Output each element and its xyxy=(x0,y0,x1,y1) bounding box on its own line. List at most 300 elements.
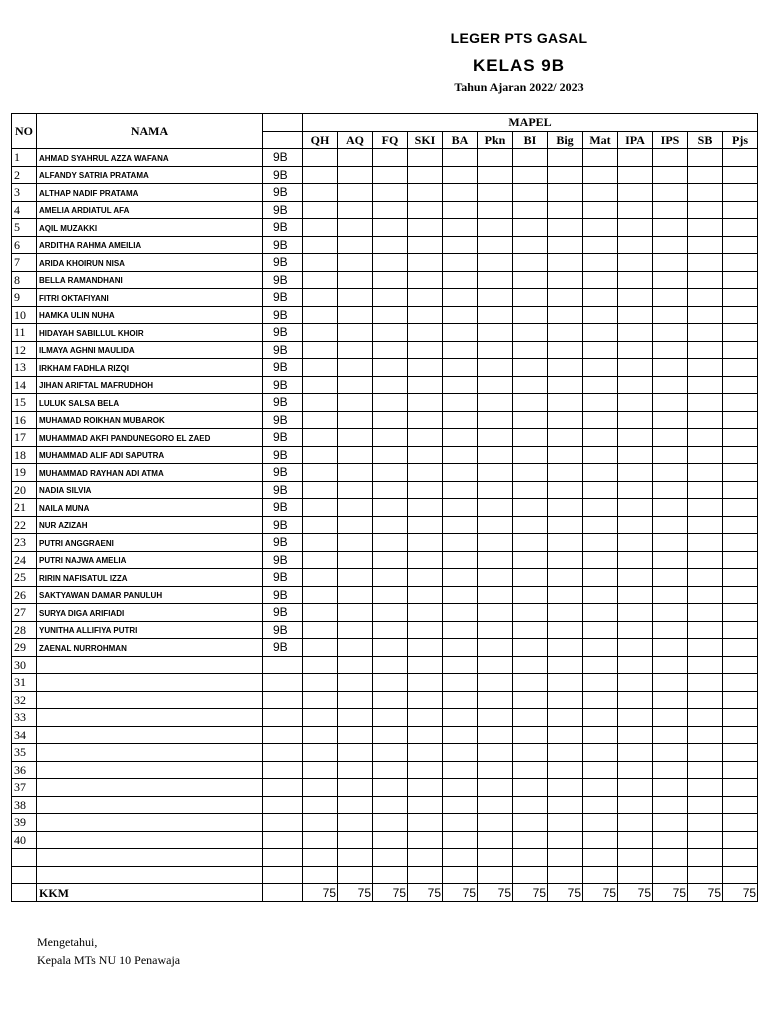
student-class: 9B xyxy=(263,429,303,447)
row-number: 8 xyxy=(12,271,37,289)
score-cell xyxy=(338,551,373,569)
student-class: 9B xyxy=(263,376,303,394)
row-number: 14 xyxy=(12,376,37,394)
score-cell xyxy=(513,446,548,464)
student-name: SURYA DIGA ARIFIADI xyxy=(37,604,263,622)
score-cell xyxy=(653,499,688,517)
student-name xyxy=(37,849,263,867)
score-cell xyxy=(408,376,443,394)
score-cell xyxy=(443,499,478,517)
table-row xyxy=(12,621,758,639)
score-cell xyxy=(618,744,653,762)
score-cell xyxy=(583,184,618,202)
score-cell xyxy=(443,621,478,639)
score-cell xyxy=(338,779,373,797)
student-class: 9B xyxy=(263,464,303,482)
header-no: NO xyxy=(12,114,37,149)
score-cell xyxy=(688,534,723,552)
student-class xyxy=(263,726,303,744)
score-cell xyxy=(653,306,688,324)
score-cell xyxy=(653,849,688,867)
student-name xyxy=(37,779,263,797)
score-cell xyxy=(373,656,408,674)
score-cell xyxy=(688,394,723,412)
score-cell xyxy=(513,656,548,674)
kkm-value: 75 xyxy=(408,884,443,902)
score-cell xyxy=(548,219,583,237)
table-row xyxy=(12,289,758,307)
score-cell xyxy=(618,831,653,849)
kkm-label: KKM xyxy=(37,884,263,902)
kkm-blank xyxy=(12,884,37,902)
score-cell xyxy=(688,289,723,307)
score-cell xyxy=(373,464,408,482)
score-cell xyxy=(513,761,548,779)
score-cell xyxy=(373,796,408,814)
score-cell xyxy=(513,236,548,254)
student-class: 9B xyxy=(263,306,303,324)
score-cell xyxy=(513,306,548,324)
score-cell xyxy=(408,709,443,727)
score-cell xyxy=(303,429,338,447)
score-cell xyxy=(723,761,758,779)
student-name: MUHAMAD ROIKHAN MUBAROK xyxy=(37,411,263,429)
score-cell xyxy=(443,271,478,289)
header-nama: NAMA xyxy=(37,114,263,149)
score-cell xyxy=(618,639,653,657)
student-class: 9B xyxy=(263,289,303,307)
score-cell xyxy=(688,464,723,482)
score-cell xyxy=(478,656,513,674)
score-cell xyxy=(478,289,513,307)
score-cell xyxy=(583,534,618,552)
score-cell xyxy=(303,324,338,342)
score-cell xyxy=(373,341,408,359)
row-number: 22 xyxy=(12,516,37,534)
score-cell xyxy=(478,849,513,867)
score-cell xyxy=(338,201,373,219)
score-cell xyxy=(688,849,723,867)
score-cell xyxy=(548,289,583,307)
student-name xyxy=(37,674,263,692)
kkm-row xyxy=(12,884,758,902)
score-cell xyxy=(583,569,618,587)
score-cell xyxy=(338,236,373,254)
student-name: MUHAMMAD ALIF ADI SAPUTRA xyxy=(37,446,263,464)
score-cell xyxy=(478,201,513,219)
score-cell xyxy=(513,254,548,272)
score-cell xyxy=(653,219,688,237)
student-class xyxy=(263,796,303,814)
score-cell xyxy=(723,341,758,359)
score-cell xyxy=(548,184,583,202)
row-number: 33 xyxy=(12,709,37,727)
row-number: 3 xyxy=(12,184,37,202)
score-cell xyxy=(583,726,618,744)
score-cell xyxy=(723,691,758,709)
student-class xyxy=(263,761,303,779)
score-cell xyxy=(443,779,478,797)
student-name: AHMAD SYAHRUL AZZA WAFANA xyxy=(37,149,263,167)
score-cell xyxy=(618,289,653,307)
score-cell xyxy=(408,446,443,464)
score-cell xyxy=(303,744,338,762)
subject-header: BI xyxy=(513,131,548,149)
score-cell xyxy=(583,149,618,167)
score-cell xyxy=(723,709,758,727)
table-row xyxy=(12,709,758,727)
score-cell xyxy=(338,149,373,167)
table-row xyxy=(12,376,758,394)
score-cell xyxy=(443,201,478,219)
score-cell xyxy=(723,201,758,219)
score-cell xyxy=(408,604,443,622)
table-row xyxy=(12,639,758,657)
score-cell xyxy=(303,149,338,167)
score-cell xyxy=(548,586,583,604)
score-cell xyxy=(653,411,688,429)
score-cell xyxy=(723,639,758,657)
student-class: 9B xyxy=(263,254,303,272)
score-cell xyxy=(583,359,618,377)
header-mapel: MAPEL xyxy=(303,114,758,132)
student-name: AMELIA ARDIATUL AFA xyxy=(37,201,263,219)
score-cell xyxy=(618,586,653,604)
score-cell xyxy=(443,796,478,814)
student-name: ARDITHA RAHMA AMEILIA xyxy=(37,236,263,254)
student-class: 9B xyxy=(263,341,303,359)
score-cell xyxy=(723,831,758,849)
score-cell xyxy=(723,149,758,167)
student-name: LULUK SALSA BELA xyxy=(37,394,263,412)
score-cell xyxy=(688,551,723,569)
score-cell xyxy=(618,464,653,482)
score-cell xyxy=(513,674,548,692)
score-cell xyxy=(653,639,688,657)
score-cell xyxy=(513,726,548,744)
score-cell xyxy=(373,219,408,237)
table-row xyxy=(12,849,758,867)
student-name: NUR AZIZAH xyxy=(37,516,263,534)
score-cell xyxy=(723,271,758,289)
score-cell xyxy=(688,184,723,202)
score-cell xyxy=(548,569,583,587)
student-class: 9B xyxy=(263,446,303,464)
score-cell xyxy=(653,394,688,412)
score-cell xyxy=(408,831,443,849)
score-cell xyxy=(478,726,513,744)
score-cell xyxy=(338,464,373,482)
score-cell xyxy=(548,796,583,814)
score-cell xyxy=(513,621,548,639)
score-cell xyxy=(583,394,618,412)
row-number: 27 xyxy=(12,604,37,622)
score-cell xyxy=(653,481,688,499)
row-number: 37 xyxy=(12,779,37,797)
student-name: ZAENAL NURROHMAN xyxy=(37,639,263,657)
student-class xyxy=(263,779,303,797)
score-cell xyxy=(478,691,513,709)
score-cell xyxy=(303,446,338,464)
score-cell xyxy=(583,201,618,219)
score-cell xyxy=(583,639,618,657)
score-cell xyxy=(373,429,408,447)
kkm-value: 75 xyxy=(373,884,408,902)
score-cell xyxy=(688,761,723,779)
score-cell xyxy=(338,586,373,604)
score-cell xyxy=(338,499,373,517)
score-cell xyxy=(653,621,688,639)
score-cell xyxy=(688,324,723,342)
score-cell xyxy=(513,219,548,237)
score-cell xyxy=(303,254,338,272)
student-class: 9B xyxy=(263,219,303,237)
score-cell xyxy=(408,639,443,657)
score-cell xyxy=(478,499,513,517)
score-cell xyxy=(548,761,583,779)
score-cell xyxy=(303,236,338,254)
score-cell xyxy=(583,866,618,884)
score-cell xyxy=(338,359,373,377)
score-cell xyxy=(303,656,338,674)
score-cell xyxy=(583,551,618,569)
score-cell xyxy=(478,551,513,569)
score-cell xyxy=(303,534,338,552)
kkm-value: 75 xyxy=(723,884,758,902)
score-cell xyxy=(443,306,478,324)
score-cell xyxy=(338,271,373,289)
score-cell xyxy=(303,639,338,657)
score-cell xyxy=(618,481,653,499)
kkm-value: 75 xyxy=(338,884,373,902)
score-cell xyxy=(373,201,408,219)
score-cell xyxy=(723,446,758,464)
score-cell xyxy=(688,796,723,814)
student-name: HIDAYAH SABILLUL KHOIR xyxy=(37,324,263,342)
score-cell xyxy=(653,796,688,814)
score-cell xyxy=(338,534,373,552)
table-row xyxy=(12,149,758,167)
score-cell xyxy=(443,569,478,587)
score-cell xyxy=(408,219,443,237)
score-cell xyxy=(338,341,373,359)
score-cell xyxy=(338,411,373,429)
class-title: KELAS 9B xyxy=(472,56,566,75)
score-cell xyxy=(723,516,758,534)
score-cell xyxy=(513,271,548,289)
score-cell xyxy=(548,621,583,639)
score-cell xyxy=(373,446,408,464)
score-cell xyxy=(408,254,443,272)
score-cell xyxy=(338,639,373,657)
row-number: 11 xyxy=(12,324,37,342)
score-cell xyxy=(303,604,338,622)
score-cell xyxy=(548,464,583,482)
score-cell xyxy=(443,691,478,709)
score-cell xyxy=(723,411,758,429)
score-cell xyxy=(548,866,583,884)
score-cell xyxy=(618,254,653,272)
score-cell xyxy=(583,499,618,517)
score-cell xyxy=(303,516,338,534)
score-cell xyxy=(583,429,618,447)
score-cell xyxy=(513,586,548,604)
score-cell xyxy=(548,149,583,167)
score-cell xyxy=(618,796,653,814)
score-cell xyxy=(338,306,373,324)
score-cell xyxy=(338,569,373,587)
student-class: 9B xyxy=(263,271,303,289)
row-number: 25 xyxy=(12,569,37,587)
score-cell xyxy=(583,779,618,797)
score-cell xyxy=(338,184,373,202)
score-cell xyxy=(723,481,758,499)
row-number: 1 xyxy=(12,149,37,167)
score-cell xyxy=(478,779,513,797)
row-number: 16 xyxy=(12,411,37,429)
score-cell xyxy=(653,831,688,849)
score-cell xyxy=(583,411,618,429)
score-cell xyxy=(303,289,338,307)
score-cell xyxy=(618,849,653,867)
score-cell xyxy=(548,499,583,517)
student-class: 9B xyxy=(263,516,303,534)
score-cell xyxy=(478,166,513,184)
score-cell xyxy=(723,306,758,324)
score-cell xyxy=(513,516,548,534)
score-cell xyxy=(408,464,443,482)
score-cell xyxy=(618,534,653,552)
student-name xyxy=(37,814,263,832)
score-cell xyxy=(408,551,443,569)
score-cell xyxy=(548,271,583,289)
score-cell xyxy=(303,166,338,184)
student-name: ALFANDY SATRIA PRATAMA xyxy=(37,166,263,184)
score-cell xyxy=(653,254,688,272)
student-name: SAKTYAWAN DAMAR PANULUH xyxy=(37,586,263,604)
score-cell xyxy=(688,831,723,849)
student-name xyxy=(37,691,263,709)
student-name: PUTRI ANGGRAENI xyxy=(37,534,263,552)
score-cell xyxy=(688,586,723,604)
score-cell xyxy=(443,516,478,534)
score-cell xyxy=(338,849,373,867)
score-cell xyxy=(548,831,583,849)
table-row xyxy=(12,446,758,464)
student-name: ALTHAP NADIF PRATAMA xyxy=(37,184,263,202)
score-cell xyxy=(408,394,443,412)
table-row xyxy=(12,779,758,797)
score-cell xyxy=(338,481,373,499)
score-cell xyxy=(373,569,408,587)
score-cell xyxy=(653,744,688,762)
score-cell xyxy=(653,761,688,779)
table-row xyxy=(12,761,758,779)
score-cell xyxy=(338,289,373,307)
score-cell xyxy=(688,866,723,884)
score-cell xyxy=(303,761,338,779)
row-number: 5 xyxy=(12,219,37,237)
score-cell xyxy=(408,236,443,254)
student-name: YUNITHA ALLIFIYA PUTRI xyxy=(37,621,263,639)
subject-header: FQ xyxy=(373,131,408,149)
score-cell xyxy=(688,691,723,709)
score-cell xyxy=(513,166,548,184)
student-name: NADIA SILVIA xyxy=(37,481,263,499)
score-cell xyxy=(618,394,653,412)
kkm-value: 75 xyxy=(513,884,548,902)
score-cell xyxy=(548,254,583,272)
score-cell xyxy=(548,849,583,867)
score-cell xyxy=(303,184,338,202)
score-cell xyxy=(373,411,408,429)
score-cell xyxy=(688,814,723,832)
score-cell xyxy=(373,481,408,499)
score-cell xyxy=(723,254,758,272)
row-number: 15 xyxy=(12,394,37,412)
score-cell xyxy=(338,761,373,779)
table-row xyxy=(12,341,758,359)
score-cell xyxy=(478,814,513,832)
score-cell xyxy=(338,744,373,762)
score-cell xyxy=(583,306,618,324)
score-cell xyxy=(303,271,338,289)
score-cell xyxy=(618,376,653,394)
score-cell xyxy=(653,324,688,342)
score-cell xyxy=(373,166,408,184)
score-cell xyxy=(338,604,373,622)
score-cell xyxy=(373,674,408,692)
table-row xyxy=(12,604,758,622)
score-cell xyxy=(618,761,653,779)
score-cell xyxy=(338,376,373,394)
score-cell xyxy=(478,674,513,692)
score-cell xyxy=(548,236,583,254)
score-cell xyxy=(303,481,338,499)
score-cell xyxy=(618,201,653,219)
score-cell xyxy=(443,464,478,482)
student-name xyxy=(37,656,263,674)
score-cell xyxy=(478,359,513,377)
score-cell xyxy=(583,254,618,272)
score-cell xyxy=(688,744,723,762)
score-cell xyxy=(723,621,758,639)
table-row xyxy=(12,236,758,254)
score-cell xyxy=(373,866,408,884)
score-cell xyxy=(303,621,338,639)
score-cell xyxy=(408,184,443,202)
score-cell xyxy=(653,429,688,447)
score-cell xyxy=(338,446,373,464)
score-cell xyxy=(338,324,373,342)
score-cell xyxy=(443,604,478,622)
kkm-blank xyxy=(263,884,303,902)
score-cell xyxy=(408,849,443,867)
score-cell xyxy=(408,499,443,517)
table-row xyxy=(12,534,758,552)
score-cell xyxy=(723,289,758,307)
student-class: 9B xyxy=(263,184,303,202)
score-cell xyxy=(443,674,478,692)
student-name xyxy=(37,709,263,727)
score-cell xyxy=(338,691,373,709)
score-cell xyxy=(513,709,548,727)
score-cell xyxy=(723,219,758,237)
score-cell xyxy=(373,271,408,289)
table-row xyxy=(12,324,758,342)
score-cell xyxy=(618,726,653,744)
score-cell xyxy=(478,394,513,412)
